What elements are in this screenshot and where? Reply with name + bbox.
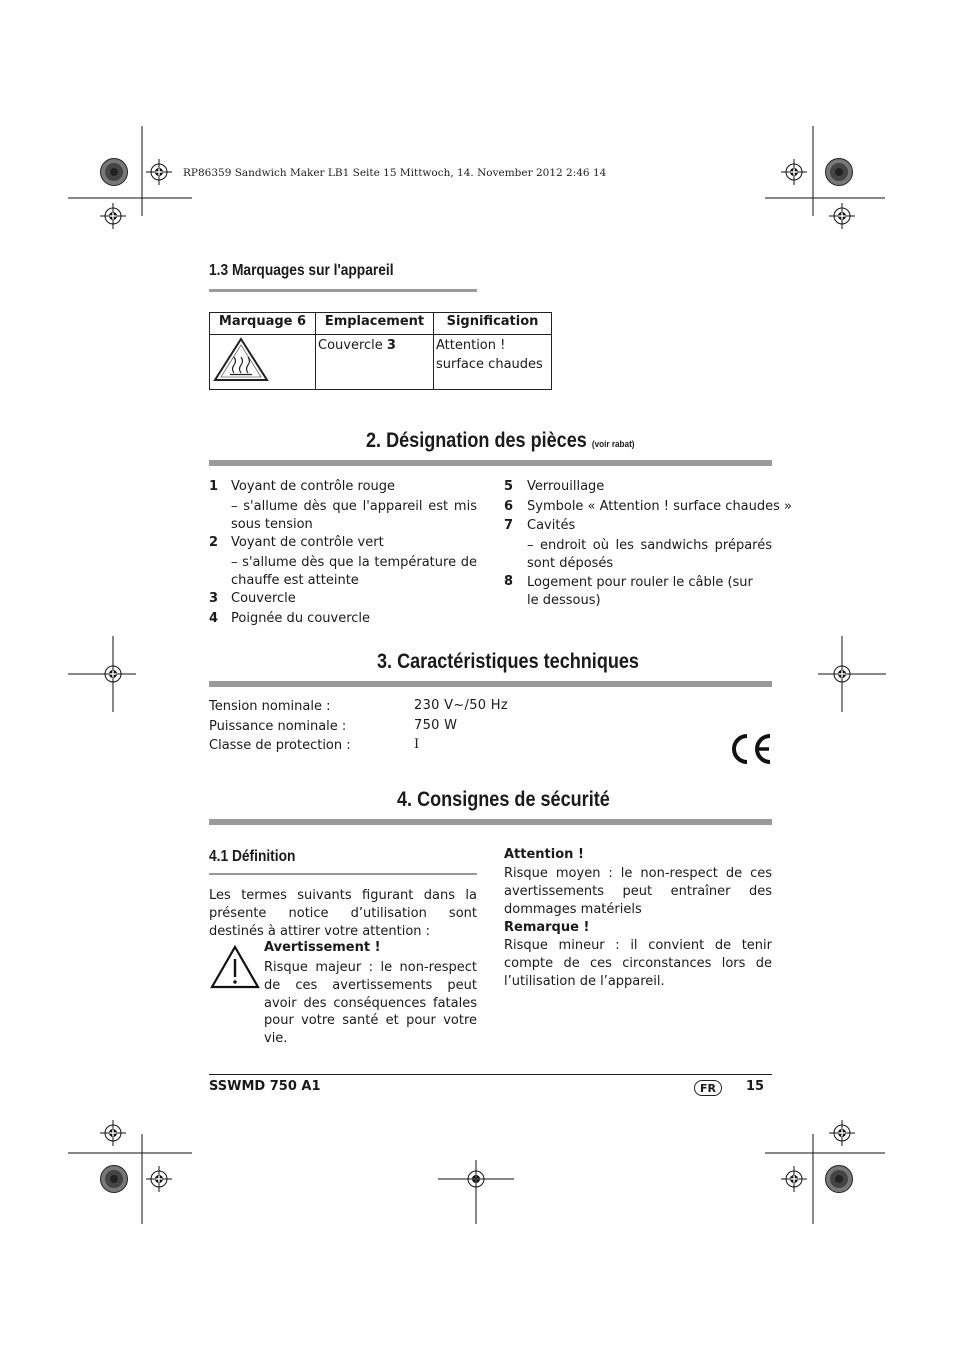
part-number: 3 bbox=[209, 591, 219, 606]
footer-rule bbox=[209, 1074, 772, 1075]
section-heading-1-3: 1.3 Marquages sur l'appareil bbox=[209, 262, 394, 279]
warning-label: Avertissement ! bbox=[264, 940, 381, 955]
hot-surface-warning-icon bbox=[212, 336, 270, 382]
section-rule bbox=[209, 819, 772, 825]
part-number: 1 bbox=[209, 479, 219, 494]
warning-text: Risque majeur : le non-respect de ces avertissements peut avoir des conséquences fatales pour votre santé et pour votre vie. bbox=[264, 960, 477, 1047]
spec-value: 230 V~/50 Hz bbox=[414, 698, 508, 713]
part-label: Voyant de contrôle vert bbox=[231, 535, 384, 550]
location-cell: Couvercle 3 bbox=[316, 335, 434, 390]
part-label: Voyant de contrôle rouge bbox=[231, 479, 396, 494]
spec-label: Puissance nominale : bbox=[209, 719, 347, 734]
spec-value: 750 W bbox=[414, 718, 458, 733]
part-description: – endroit où les sandwichs préparés sont déposés bbox=[527, 538, 772, 571]
definition-intro: Les termes suivants figurant dans la présente notice d’utilisation sont destinés à attirer votre attention : bbox=[209, 888, 477, 939]
print-header-info: RP86359 Sandwich Maker LB1 Seite 15 Mittwoch, 14. November 2012 2:46 14 bbox=[183, 167, 607, 179]
part-description: – s'allume dès que la température de chauffe est atteinte bbox=[231, 555, 477, 588]
remark-text: Risque mineur : il convient de tenir compte de ces circonstances lors de l’utilisation de l’appareil. bbox=[504, 938, 772, 989]
meaning-cell: Attention ! surface chaudes bbox=[434, 335, 552, 390]
part-number: 6 bbox=[504, 499, 514, 514]
part-number: 4 bbox=[209, 611, 219, 626]
language-badge: FR bbox=[694, 1080, 722, 1096]
part-number: 5 bbox=[504, 479, 514, 494]
part-label: Cavités bbox=[527, 518, 576, 533]
attention-text: Risque moyen : le non-respect de ces avertissements peut entraîner des dommages matériels bbox=[504, 866, 772, 917]
part-description: – s'allume dès que l'appareil est mis sous tension bbox=[231, 499, 477, 532]
location-ref: 3 bbox=[386, 338, 396, 353]
footer-model: SSWMD 750 A1 bbox=[209, 1079, 321, 1094]
attention-label: Attention ! bbox=[504, 847, 584, 862]
symbol-cell bbox=[210, 335, 316, 390]
part-label: Couvercle bbox=[231, 591, 296, 606]
section-heading-3: 3. Caractéristiques techniques bbox=[377, 650, 639, 673]
column-header: Marquage 6 bbox=[210, 313, 316, 335]
ce-mark-icon bbox=[728, 732, 773, 766]
part-number: 2 bbox=[209, 535, 219, 550]
remark-label: Remarque ! bbox=[504, 920, 590, 935]
section-heading-4-1: 4.1 Définition bbox=[209, 848, 296, 865]
part-label: Logement pour rouler le câble (sur le dessous) bbox=[527, 575, 753, 608]
section-heading-2: 2. Désignation des pièces (voir rabat) bbox=[366, 429, 635, 452]
page-number: 15 bbox=[746, 1079, 765, 1094]
part-number: 8 bbox=[504, 574, 514, 589]
marking-table bbox=[209, 312, 552, 390]
section-rule bbox=[209, 873, 477, 875]
table-row bbox=[210, 335, 552, 390]
section-rule bbox=[209, 289, 477, 292]
part-label: Symbole « Attention ! surface chaudes » bbox=[527, 499, 792, 514]
section-note: (voir rabat) bbox=[591, 439, 635, 450]
spec-label: Tension nominale : bbox=[209, 699, 331, 714]
section-heading-4: 4. Consignes de sécurité bbox=[397, 788, 610, 811]
table-header-row bbox=[210, 313, 552, 335]
spec-value: I bbox=[414, 737, 420, 752]
part-label: Verrouillage bbox=[527, 479, 605, 494]
part-label: Poignée du couvercle bbox=[231, 611, 371, 626]
section-rule bbox=[209, 681, 772, 687]
part-number: 7 bbox=[504, 518, 514, 533]
column-header: Signification bbox=[434, 313, 552, 335]
column-header: Emplacement bbox=[316, 313, 434, 335]
spec-label: Classe de protection : bbox=[209, 738, 351, 753]
section-rule bbox=[209, 460, 772, 466]
warning-triangle-icon bbox=[210, 945, 260, 989]
